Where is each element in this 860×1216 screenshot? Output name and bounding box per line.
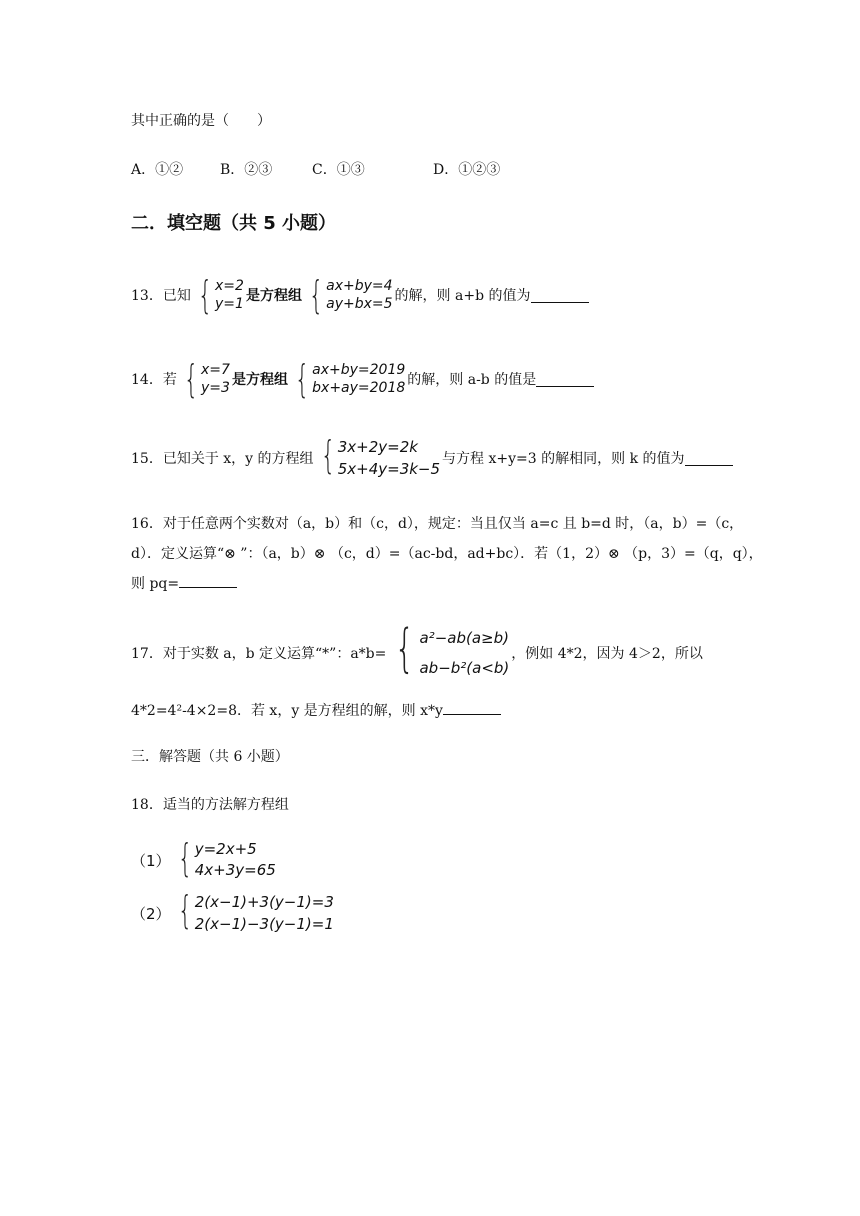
equation: ay+bx=5 <box>326 296 393 312</box>
equation: 4x+3y=65 <box>194 861 276 879</box>
question-15-prefix: 15．已知关于 x，y 的方程组 <box>131 451 314 467</box>
option-b: B．②③ <box>220 162 273 178</box>
left-brace-icon: { <box>308 273 324 317</box>
equation: x=2 <box>215 278 244 294</box>
question-16-line-2: d）．定义运算“⊗ ”：（a，b）⊗ （c，d）=（ac-bd，ad+bc）．若（1，2）⊗ （p，3）=（q，q）， <box>131 546 763 562</box>
question-18-part-2 <box>131 890 336 936</box>
equation: 5x+4y=3k−5 <box>337 460 441 478</box>
answer-blank[interactable] <box>179 573 237 588</box>
equation: y=1 <box>215 296 244 312</box>
section-heading-solve: 三．解答题（共 6 小题） <box>131 749 289 765</box>
question-16-line-1: 16．对于任意两个实数对（a，b）和（c，d），规定：当且仅当 a=c 且 b=d 时，（a，b）=（c， <box>131 516 744 532</box>
question-15-tail: 与方程 x+y=3 的解相同，则 k 的值为 <box>442 451 685 467</box>
question-18-prompt: 18．适当的方法解方程组 <box>131 797 289 813</box>
question-17-piecewise <box>388 619 510 683</box>
left-brace-icon: { <box>177 836 192 880</box>
equation: bx+ay=2018 <box>312 380 406 396</box>
question-13 <box>131 268 589 322</box>
question-17-line-2: 4*2=4²-4×2=8．若 x，y 是方程组的解，则 x*y <box>131 703 443 719</box>
option-c: C．①③ <box>312 162 365 178</box>
left-brace-icon: { <box>320 433 335 477</box>
question-14-equation-system <box>290 357 406 401</box>
part-label: （1） <box>131 851 171 870</box>
question-14-number: 14．若 <box>131 372 177 388</box>
question-13-solution-system <box>193 273 244 317</box>
equation: y=2x+5 <box>194 840 257 858</box>
equation: ax+by=2019 <box>312 362 406 378</box>
question-13-equation-system <box>304 273 393 317</box>
question-13-mid-text: 是方程组 <box>245 288 302 304</box>
question-13-tail: 的解，则 a+b 的值为 <box>394 288 531 304</box>
question-17 <box>131 620 703 686</box>
question-14-tail: 的解，则 a-b 的值是 <box>407 372 537 388</box>
question-15-equation-system <box>316 433 441 480</box>
question-17-prefix: 17．对于实数 a，b 定义运算“*”：a*b= <box>131 646 387 662</box>
section-heading-fill-in: 二．填空题（共 5 小题） <box>131 213 337 234</box>
question-16-line-3: 则 pq= <box>131 576 180 592</box>
question-14-mid-text: 是方程组 <box>231 372 288 388</box>
question-18-part-1 <box>131 838 278 882</box>
equation: 2(x−1)−3(y−1)=1 <box>194 915 334 933</box>
case: ab−b²(a<b) <box>419 659 510 677</box>
left-brace-icon: { <box>177 888 192 932</box>
case: a²−ab(a≥b) <box>419 629 509 647</box>
answer-blank[interactable] <box>536 372 594 387</box>
answer-blank[interactable] <box>531 288 589 303</box>
equation: 3x+2y=2k <box>337 438 418 456</box>
part-label: （2） <box>131 904 171 923</box>
equation-system <box>173 836 276 881</box>
option-a: A．①② <box>131 162 184 178</box>
question-15 <box>131 430 733 486</box>
answer-blank[interactable] <box>443 700 501 715</box>
equation: ax+by=4 <box>326 278 393 294</box>
left-brace-icon: { <box>294 357 310 401</box>
question-16 <box>131 509 763 599</box>
left-brace-icon: { <box>183 357 199 401</box>
question-17-after-cases: ，例如 4*2，因为 4＞2，所以 <box>511 646 703 662</box>
question-12-prompt: 其中正确的是（ ） <box>131 113 271 129</box>
equation-system <box>173 888 334 935</box>
equation: x=7 <box>201 362 230 378</box>
left-brace-icon: { <box>395 619 415 679</box>
left-brace-icon: { <box>197 273 213 317</box>
question-17-line-2-wrap <box>131 700 501 720</box>
equation: 2(x−1)+3(y−1)=3 <box>194 893 334 911</box>
question-14-solution-system <box>179 357 230 401</box>
option-d: D．①②③ <box>433 162 501 178</box>
question-13-number: 13．已知 <box>131 288 191 304</box>
answer-blank[interactable] <box>685 451 733 466</box>
equation: y=3 <box>201 380 230 396</box>
question-14 <box>131 352 594 406</box>
